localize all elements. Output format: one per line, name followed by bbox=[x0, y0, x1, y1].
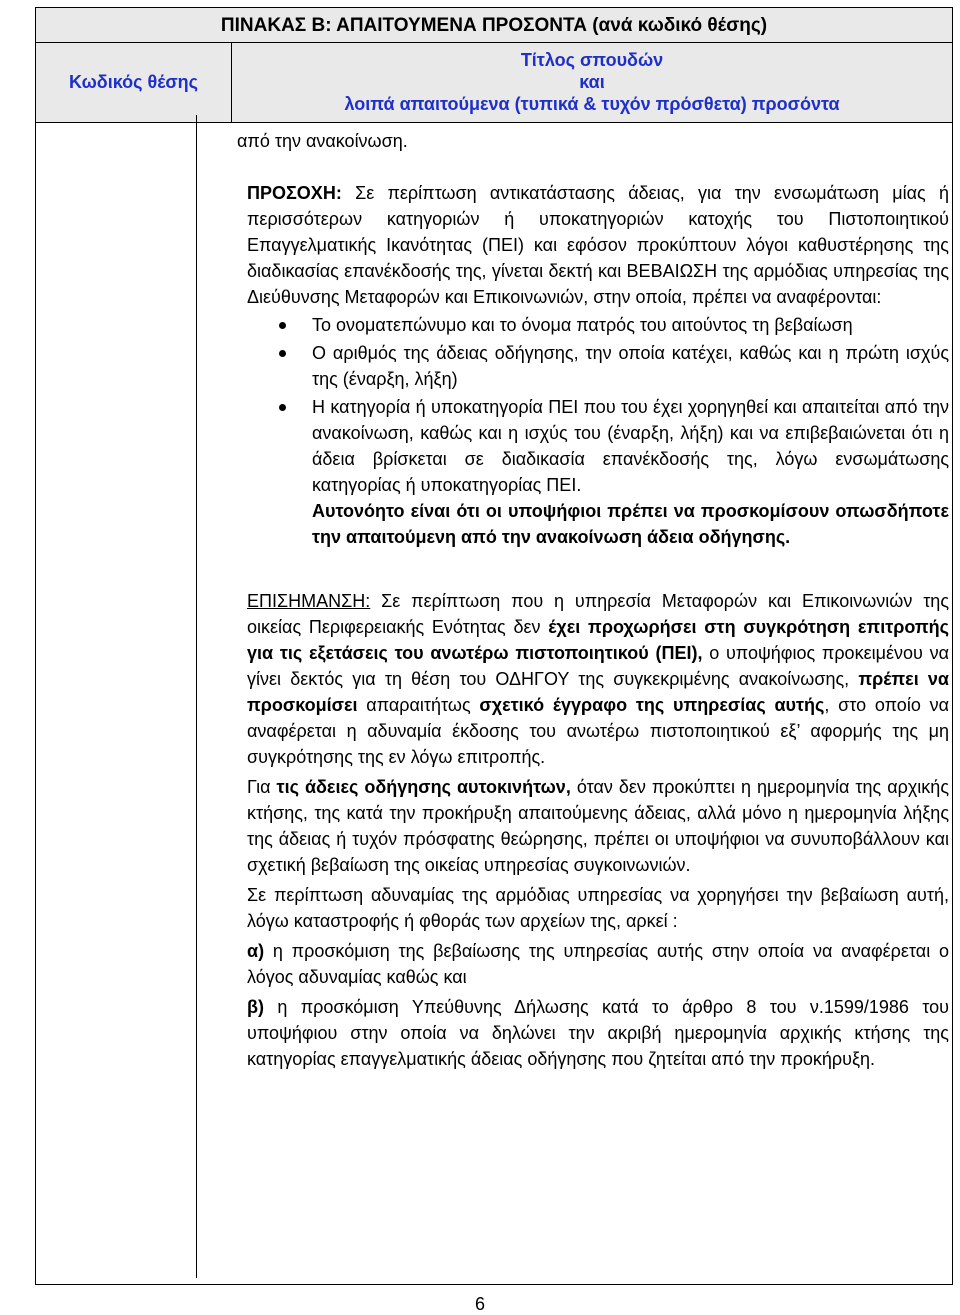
episimansi-text-1: Σε περίπτωση που η υπηρεσία Μεταφορών και Επικοινωνιών της οικείας Περιφερειακής Ενότητας δεν bbox=[247, 591, 949, 637]
bullet-icon bbox=[279, 350, 286, 357]
gia-text-2: όταν δεν προκύπτει η ημερομηνία της αρχικής κτήσης, της κατά την προκήρυξη απαιτούμενης άδειας, αλλά μόνο η ημερομηνία λήξης της άδειας ή τυχόν πρόσφατης θεώρησης, πρέπει οι υποψήφιοι να συνυποβάλλουν και σχετική βεβαίωση της οικείας υπηρεσίας συγκοινωνιών. bbox=[247, 777, 949, 875]
bullet-text: Το ονοματεπώνυμο και το όνομα πατρός του αιτούντος τη βεβαίωση bbox=[312, 315, 853, 335]
option-b-text: η προσκόμιση Υπεύθυνης Δήλωσης κατά το άρθρο 8 του ν.1599/1986 του υποψήφιου στην οποία να δηλώνει την ακριβή ημερομηνία αρχικής κτήσης της κατηγορίας επαγγελματικής άδειας οδήγησης που ζητείται από την προκήρυξη. bbox=[247, 997, 949, 1069]
bullet-text: Η κατηγορία ή υποκατηγορία ΠΕΙ που του έχει χορηγηθεί και απαιτείται από την ανακοίνωση, καθώς και η ισχύς του (έναρξη, λήξη) και να επιβεβαιώνεται ότι η άδεια βρίσκεται σε διαδικασία επανέκδοσής της, λόγω ενσωμάτωσης κατηγορίας ή υποκατηγορίας ΠΕΙ. bbox=[312, 397, 949, 495]
episimansi-paragraph bbox=[247, 588, 949, 770]
bold-note: Αυτονόητο είναι ότι οι υποψήφιοι πρέπει να προσκομίσουν οπωσδήποτε την απαιτούμενη από την ανακοίνωση άδεια οδήγησης. bbox=[312, 501, 949, 547]
prosoxi-text: Σε περίπτωση αντικατάστασης άδειας, για την ενσωμάτωση μίας ή περισσότερων κατηγοριών ή υποκατηγοριών κατοχής του Πιστοποιητικού Επαγγελματικής Ικανότητας (ΠΕΙ) και εφόσον προκύπτουν λόγοι καθυστέρησης της διαδικασίας επανέκδοσής της, γίνεται δεκτή και ΒΕΒΑΙΩΣΗ της αρμόδιας υπηρεσίας της Διεύθυνσης Μεταφορών και Επικοινωνιών, στην οποία, πρέπει να αναφέρονται: bbox=[247, 183, 949, 307]
episimansi-text-4: , στο οποίο να αναφέρεται η αδυναμία έκδοσης του ανωτέρω πιστοποιητικού εξ’ αφορμής της μη συγκρότησης της εν λόγω επιτροπής. bbox=[247, 695, 950, 767]
column-divider bbox=[196, 115, 197, 1278]
gia-bold-1: τις άδειες οδήγησης αυτοκινήτων, bbox=[276, 777, 571, 797]
prosoxi-bullet-list bbox=[247, 312, 949, 550]
header-qualifications-line2: και bbox=[579, 72, 605, 92]
option-a-label: α) bbox=[247, 941, 265, 961]
episimansi-bold-3: σχετικό έγγραφο της υπηρεσίας αυτής bbox=[479, 695, 825, 715]
gia-text-1: Για bbox=[247, 777, 277, 797]
episimansi-bold-1: έχει προχωρήσει στη συγκρότηση επιτροπής για τις εξετάσεις του ανωτέρω πιστοποιητικού (ΠΕΙ), bbox=[247, 617, 949, 663]
header-position-code: Κωδικός θέσης bbox=[36, 43, 232, 122]
episimansi-text-2: ο υποψήφιος προκειμένου να γίνει δεκτός για τη θέση του ΟΔΗΓΟΥ της συγκεκριμένης ανακοίνωσης, bbox=[247, 643, 949, 689]
list-item bbox=[247, 312, 949, 338]
header-qualifications bbox=[232, 43, 952, 122]
bullet-icon bbox=[279, 322, 286, 329]
list-item bbox=[247, 340, 949, 392]
bullet-text: Ο αριθμός της άδειας οδήγησης, την οποία κατέχει, καθώς και η πρώτη ισχύς της (έναρξη, λήξη) bbox=[312, 343, 949, 389]
option-b-paragraph bbox=[247, 994, 949, 1072]
adynamia-paragraph: Σε περίπτωση αδυναμίας της αρμόδιας υπηρεσίας να χορηγήσει την βεβαίωση αυτή, λόγω καταστροφής ή φθοράς των αρχείων της, αρκεί : bbox=[247, 885, 949, 931]
page-number: 6 bbox=[474, 1294, 485, 1314]
prosoxi-paragraph bbox=[247, 180, 949, 310]
qualifications-content bbox=[247, 180, 949, 1072]
table-header-row bbox=[36, 43, 952, 123]
episimansi-label: ΕΠΙΣΗΜΑΝΣΗ: bbox=[247, 591, 371, 611]
prosoxi-label: ΠΡΟΣΟΧΗ: bbox=[247, 183, 342, 203]
header-qualifications-line1: Τίτλος σπουδών bbox=[520, 50, 664, 70]
gia-paragraph bbox=[247, 774, 949, 878]
episimansi-bold-2: πρέπει να προσκομίσει bbox=[247, 669, 949, 715]
option-a-paragraph bbox=[247, 938, 949, 990]
continuation-text: από την ανακοίνωση. bbox=[237, 131, 408, 151]
option-b-label: β) bbox=[247, 997, 264, 1017]
header-qualifications-line3: λοιπά απαιτούμενα (τυπικά & τυχόν πρόσθετα) προσόντα bbox=[344, 94, 840, 114]
bullet-icon bbox=[279, 404, 286, 411]
table-title: ΠΙΝΑΚΑΣ Β: ΑΠΑΙΤΟΥΜΕΝΑ ΠΡΟΣΟΝΤΑ (ανά κωδικό θέσης) bbox=[36, 8, 952, 43]
list-item bbox=[247, 394, 949, 550]
spacer bbox=[247, 552, 949, 588]
option-a-text: η προσκόμιση της βεβαίωσης της υπηρεσίας αυτής στην οποία να αναφέρεται ο λόγος αδυναμίας καθώς και bbox=[247, 941, 949, 987]
episimansi-text-3: απαραιτήτως bbox=[357, 695, 480, 715]
